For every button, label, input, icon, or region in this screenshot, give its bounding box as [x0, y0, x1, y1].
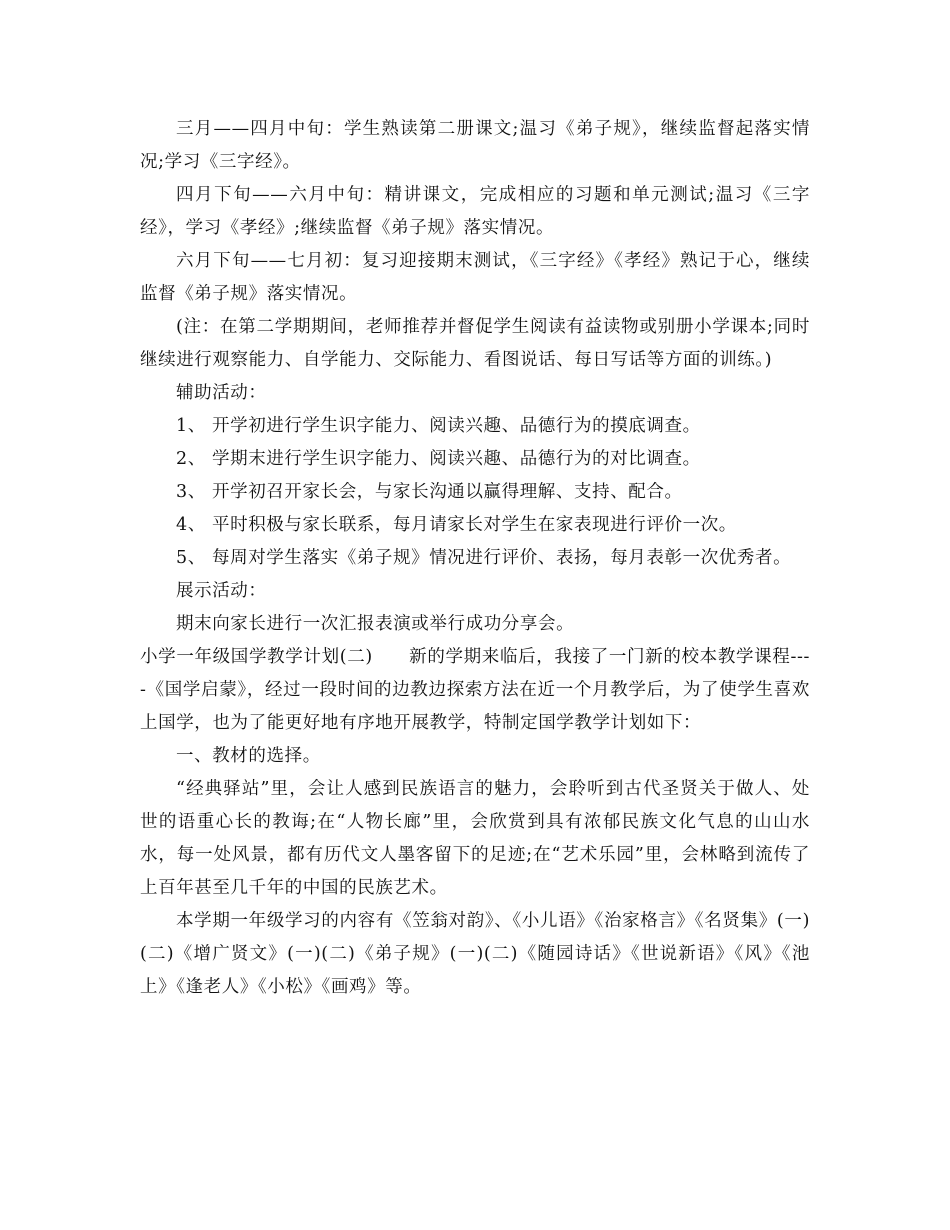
heading-showcase-activities: 展示活动：: [176, 581, 267, 601]
paragraph-semester-content: 本学期一年级学习的内容有《笠翁对韵》、《小儿语》《治家格言》《名贤集》(一)(二)《增广贤文》(一)(二)《弟子规》(一)(二)《随园诗话》《世说新语》《风》《池上》《逢老人》《小松》《画鸡》等。: [140, 911, 810, 997]
list-item-2: 2、 学期末进行学生识字能力、阅读兴趣、品德行为的对比调查。: [176, 449, 701, 469]
paragraph-note: (注：在第二学期期间，老师推荐并督促学生阅读有益读物或别册小学课本;同时继续进行观察能力、自学能力、交际能力、看图说话、每日写话等方面的训练。): [140, 317, 810, 370]
paragraph-showcase: 期末向家长进行一次汇报表演或举行成功分享会。: [176, 614, 575, 634]
paragraph-june-july: 六月下旬——七月初：复习迎接期末测试，《三字经》《孝经》熟记于心，继续监督《弟子规》落实情况。: [140, 251, 810, 304]
paragraph-plan-two-intro: 小学一年级国学教学计划(二) 新的学期来临后，我接了一门新的校本教学课程----《国学启蒙》，经过一段时间的边教边探索方法在近一个月教学后，为了使学生喜欢上国学，也为了能更好地有序地开展教学，特制定国学教学计划如下：: [140, 647, 810, 733]
paragraph-textbook-description: “经典驿站”里，会让人感到民族语言的魅力，会聆听到古代圣贤关于做人、处世的语重心长的教诲;在“人物长廊”里，会欣赏到具有浓郁民族文化气息的山山水水，每一处风景，都有历代文人墨客留下的足迹;在“艺术乐园”里，会林略到流传了上百年甚至几千年的中国的民族艺术。: [140, 779, 810, 898]
list-item-3: 3、 开学初召开家长会，与家长沟通以赢得理解、支持、配合。: [176, 482, 683, 502]
list-item-1: 1、 开学初进行学生识字能力、阅读兴趣、品德行为的摸底调查。: [176, 416, 701, 436]
list-item-4: 4、 平时积极与家长联系，每月请家长对学生在家表现进行评价一次。: [176, 515, 737, 535]
paragraph-march-april: 三月——四月中旬：学生熟读第二册课文;温习《弟子规》，继续监督起落实情况;学习《三字经》。: [140, 119, 810, 172]
heading-textbook-selection: 一、教材的选择。: [176, 746, 321, 766]
heading-auxiliary-activities: 辅助活动：: [176, 383, 267, 403]
document-page: [140, 113, 810, 1004]
list-item-5: 5、 每周对学生落实《弟子规》情况进行评价、表扬，每月表彰一次优秀者。: [176, 548, 792, 568]
paragraph-april-june: 四月下旬——六月中旬：精讲课文，完成相应的习题和单元测试;温习《三字经》，学习《孝经》;继续监督《弟子规》落实情况。: [140, 185, 810, 238]
